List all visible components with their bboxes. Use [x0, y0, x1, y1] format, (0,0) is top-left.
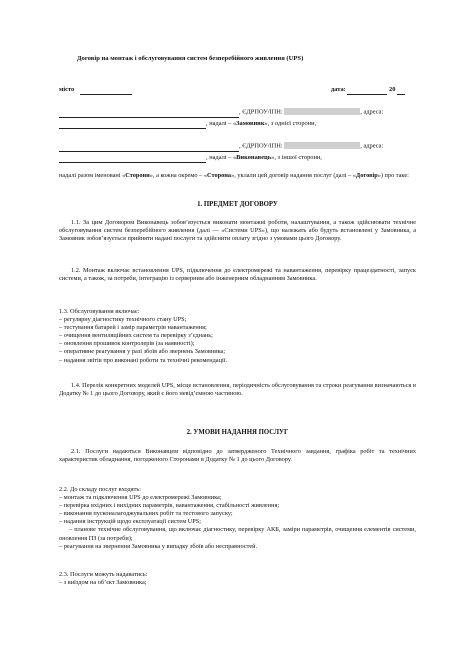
list-item: – оновлення прошивок контролерів (за наявності); — [59, 340, 195, 348]
clause-1-3 — [59, 308, 416, 365]
party1-line2 — [59, 120, 316, 129]
party2-line1 — [59, 142, 383, 152]
intro-parties: Сторони — [125, 172, 150, 179]
list-item: – надання інструкцій щодо експлуатації систем UPS; — [59, 518, 202, 526]
party2-role-post: », з іншої сторони, — [271, 154, 322, 161]
list-item: – перевірка вхідних і вихідних параметрів, навантаження, стабільності живлення; — [59, 502, 280, 510]
clause-2-3 — [59, 571, 416, 587]
intro-text-3: », уклали цей договір надання послуг (далі – « — [231, 172, 356, 179]
list-item: – реагування на звернення Замовника у випадку збоїв або несправностей. — [59, 542, 258, 550]
list-item: – планове технічне обслуговування, що включає діагностику, перевірку АКБ, заміри параметрів, очищення елементів системи, оновлення ПЗ (за потреби); — [59, 526, 416, 542]
party1-line1 — [59, 108, 383, 118]
list-item: – оперативне реагування у разі збоїв або звернень Замовника; — [59, 348, 226, 356]
party2-role: Виконавець — [236, 154, 272, 161]
party2-address-field[interactable] — [59, 154, 206, 163]
party1-edrpou-label: , ЄДРПОУ/ІПН: — [239, 108, 283, 116]
date-label: дата: — [331, 86, 346, 93]
list-item: – очищення вентиляційних систем та перевірку з’єднань; — [59, 332, 213, 340]
party1-name-field[interactable] — [59, 109, 239, 118]
intro-text-2: », а кожна окремо – « — [149, 172, 207, 179]
clause-1-4: 1.4. Перелік конкретних моделей UPS, місце встановлення, періодичність обслуговування та строки реагування визначаються в Додатку № 1 до цього Договору, який є його невід’ємною частиною. — [59, 382, 416, 398]
party1-address-field[interactable] — [59, 120, 206, 129]
document-title: Договір на монтаж і обслуговування систем безперебійного живлення (UPS) — [77, 55, 304, 62]
date-year-field[interactable] — [397, 86, 405, 95]
list-item: – тестування батарей і замір параметрів навантаження; — [59, 324, 207, 332]
place-date-line — [59, 86, 416, 95]
intro-text-4: ») про таке: — [377, 172, 409, 179]
party1-role-pre: , надалі – « — [206, 120, 237, 127]
intro-contract: Договір — [355, 172, 378, 179]
party2-edrpou-field[interactable] — [284, 142, 360, 149]
clause-2-2 — [59, 486, 416, 551]
party2-role-pre: , надалі – « — [206, 154, 237, 161]
party1-address-label: , адреса: — [360, 108, 384, 116]
date-year: 20 — [389, 86, 396, 93]
intro-paragraph — [59, 172, 416, 180]
clause-2-2-title: 2.2. До складу послуг входять: — [59, 486, 141, 493]
intro-party: Сторона — [207, 172, 232, 179]
list-item: – регулярну діагностику технічного стану UPS; — [59, 316, 187, 324]
intro-text-1: надалі разом іменовані « — [59, 172, 126, 179]
section2-heading: 2. УМОВИ НАДАННЯ ПОСЛУГ — [186, 429, 289, 436]
party2-name-field[interactable] — [59, 143, 239, 152]
place-label: місто — [59, 86, 75, 93]
list-item: – з виїздом на об’єкт Замовника; — [59, 579, 147, 587]
clause-1-3-title: 1.3. Обслуговування включає: — [59, 308, 140, 315]
party2-edrpou-label: , ЄДРПОУ/ІПН: — [239, 142, 283, 150]
party1-edrpou-field[interactable] — [284, 108, 360, 115]
party1-role-post: », з однієї сторони, — [264, 120, 317, 127]
place-field[interactable] — [80, 86, 132, 95]
list-item: – монтаж та підключення UPS до електромережі Замовника; — [59, 494, 222, 502]
list-item: – виконання пусконалагоджувальних робіт та тестового запуску; — [59, 510, 233, 518]
clause-2-1: 2.1. Послуги надаються Виконавцем відповідно до затвердженого Технічного завдання, графіка робіт та технічних характеристик обладнання, погодженого Сторонами в Додатку № 1 до цього Договору. — [59, 448, 416, 464]
clause-1-1: 1.1. За цим Договором Виконавець зобов’язується виконати монтажні роботи, налаштування, а також здійснювати технічне обслуговування систем безперебійного живлення (далі — «Системи UPS»), що належать або будуть встановлені у Замовника, а Замовник зобов’язується прийняти надані послуги та здійснити оплату згідно з умовами цього Договору. — [59, 219, 416, 243]
party2-line2 — [59, 154, 322, 163]
section1-heading: 1. ПРЕДМЕТ ДОГОВОРУ — [197, 201, 278, 208]
party1-role: Замовник — [236, 120, 265, 127]
party2-address-label: , адреса: — [360, 142, 384, 150]
date-field[interactable] — [347, 86, 387, 95]
list-item: – надання звітів про виконані роботи та технічні рекомендації. — [59, 356, 228, 364]
clause-1-2: 1.2. Монтаж включає встановлення UPS, підключення до електромережі та навантаження, перевірку працездатності, запуск системи, а також, за потреби, інтеграцію із серверним або інженерним обладнанням Замовника. — [59, 267, 416, 283]
clause-2-3-title: 2.3. Послуги можуть надаватись: — [59, 571, 148, 578]
